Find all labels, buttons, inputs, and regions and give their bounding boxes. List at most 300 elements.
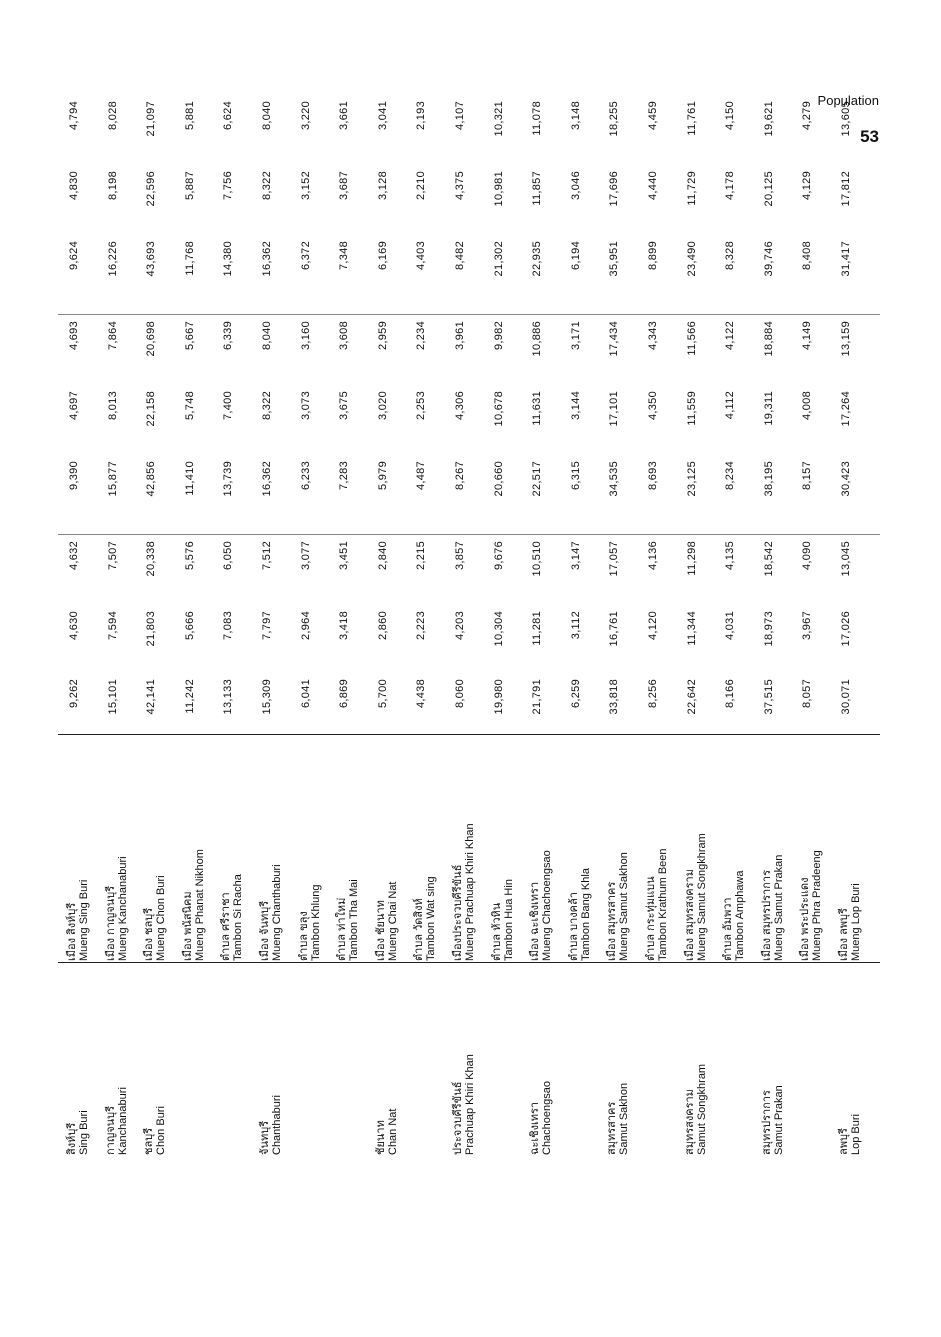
population-value: 11,857: [531, 171, 544, 206]
population-value: 2,210: [415, 171, 428, 201]
table-row: [567, 101, 610, 1155]
population-value: 35,951: [608, 241, 621, 277]
population-value: 3,220: [299, 101, 312, 131]
population-value: 8,198: [106, 171, 119, 201]
population-value: 18,255: [608, 101, 621, 137]
population-value: 8,328: [724, 241, 737, 271]
population-value: 4,487: [415, 461, 428, 491]
table-row: [104, 101, 147, 1155]
population-value: 3,661: [338, 101, 351, 131]
table-row: [220, 101, 262, 1155]
province-name-thai: สมุทรสงคราม: [683, 1089, 696, 1155]
district-name-thai: เมือง พระประแดง: [799, 877, 812, 961]
population-value: 5,667: [183, 321, 196, 351]
district-name-english: Mueng Samut Sakhon: [618, 852, 631, 961]
district-name-english: Tambon Amphawa: [734, 870, 747, 961]
district-cell: [143, 741, 167, 961]
district-name-english: Mueng Chon Buri: [155, 875, 168, 961]
population-value: 14,380: [222, 241, 235, 277]
population-value: 3,147: [569, 541, 582, 571]
population-value: 6,624: [222, 101, 235, 131]
population-value: 43,693: [145, 241, 158, 277]
province-cell: [259, 965, 283, 1155]
population-value: 4,632: [68, 541, 80, 571]
district-cell: [259, 741, 283, 961]
population-value: 4,178: [724, 171, 737, 201]
population-value: 17,696: [608, 171, 621, 207]
population-value: 2,215: [415, 541, 428, 571]
population-table: [58, 101, 880, 1155]
population-value: 3,144: [569, 391, 582, 421]
population-value: 3,020: [376, 391, 389, 421]
table-row: [490, 101, 533, 1155]
district-name-thai: เมือง สมุทรปราการ: [760, 870, 773, 961]
population-value: 18,542: [762, 541, 775, 577]
population-value: 5,748: [183, 391, 196, 421]
population-value: 39,746: [762, 241, 775, 277]
population-value: 16,761: [608, 611, 621, 647]
population-value: 6,169: [376, 241, 389, 271]
population-value: 4,403: [415, 241, 428, 271]
province-name-thai: จันทบุรี: [259, 1120, 271, 1155]
population-value: 2,234: [415, 321, 428, 351]
population-value: 23,125: [685, 461, 698, 497]
population-value: 17,026: [840, 611, 852, 647]
population-value: 2,223: [415, 611, 428, 641]
population-value: 13,133: [222, 679, 235, 715]
district-cell: [413, 741, 437, 961]
population-value: 6,339: [222, 321, 235, 351]
population-value: 34,535: [608, 461, 621, 497]
population-value: 2,253: [415, 391, 428, 421]
population-value: 3,112: [569, 611, 582, 640]
population-value: 4,149: [801, 321, 814, 351]
table-row: [374, 101, 417, 1155]
province-cell: [684, 965, 708, 1155]
population-value: 6,041: [299, 679, 312, 709]
population-value: 42,856: [145, 461, 158, 497]
district-name-english: Mueng Phra Pradeeng: [811, 850, 824, 961]
population-value: 4,630: [68, 611, 80, 641]
province-cell: [143, 965, 167, 1155]
table-row: [760, 101, 803, 1155]
page-number: 53: [860, 127, 879, 146]
population-value: 15,877: [106, 461, 119, 497]
population-value: 37,515: [762, 679, 775, 715]
population-value: 10,304: [492, 611, 505, 647]
district-name-thai: เมือง ชลบุรี: [143, 907, 156, 961]
table-row: [413, 101, 455, 1155]
district-name-thai: ตำบล ขลุง: [297, 911, 310, 961]
population-value: 7,512: [261, 541, 273, 571]
population-value: 4,122: [724, 321, 737, 351]
population-value: 3,857: [454, 541, 466, 571]
province-name-english: Sing Buri: [78, 1110, 90, 1155]
population-value: 6,050: [222, 541, 235, 571]
population-value: 4,031: [724, 611, 737, 641]
population-value: 3,171: [569, 321, 582, 351]
population-value: 15,309: [261, 679, 273, 715]
population-value: 7,507: [106, 541, 119, 571]
district-name-english: Mueng Sing Buri: [78, 879, 90, 961]
population-value: 8,267: [454, 461, 466, 491]
table-row: [259, 101, 301, 1155]
population-value: 11,281: [531, 611, 544, 646]
population-value: 8,157: [801, 461, 814, 491]
population-value: 11,729: [685, 171, 698, 206]
district-name-english: Mueng Lop Buri: [850, 883, 862, 961]
population-value: 22,642: [685, 679, 698, 715]
population-value: 22,935: [531, 241, 544, 277]
population-value: 8,408: [801, 241, 814, 271]
population-value: 19,980: [492, 679, 505, 715]
population-value: 10,510: [531, 541, 544, 577]
population-value: 4,693: [68, 321, 80, 351]
province-name-thai: ชลบุรี: [143, 1127, 156, 1155]
district-name-english: Mueng Chachoengsao: [541, 850, 554, 961]
district-name-thai: ตำบล อัมพวา: [722, 897, 735, 961]
population-value: 4,375: [454, 171, 466, 201]
population-value: 11,410: [183, 461, 196, 496]
province-cell: [105, 965, 129, 1155]
province-name-thai: ลพบุรี: [838, 1128, 850, 1155]
district-cell: [220, 741, 244, 961]
table-row: [452, 101, 494, 1155]
population-value: 3,046: [569, 171, 582, 201]
population-value: 33,818: [608, 679, 621, 715]
district-cell: [568, 741, 592, 961]
population-value: 8,040: [261, 321, 273, 351]
population-value: 21,302: [492, 241, 505, 277]
district-name-thai: ตำบล หัวหิน: [490, 902, 503, 961]
district-name-english: Mueng Phanat Nikhom: [193, 849, 206, 961]
district-name-english: Tambon Hua Hin: [502, 879, 515, 961]
population-value: 17,264: [840, 391, 852, 427]
district-cell: [491, 741, 515, 961]
population-value: 5,576: [183, 541, 196, 571]
population-value: 18,973: [762, 611, 775, 647]
page-header-title: Population: [817, 93, 879, 108]
population-value: 9,624: [68, 241, 80, 271]
district-cell: [645, 741, 669, 961]
population-value: 4,112: [724, 391, 737, 420]
district-name-english: Tambon Krathum Been: [657, 848, 669, 961]
district-name-english: Mueng Kanchanaburi: [116, 856, 129, 961]
province-name-english: Samut Prakan: [772, 1085, 785, 1155]
province-cell: [606, 965, 630, 1155]
table-row: [838, 101, 880, 1155]
district-name-english: Mueng Chanthaburi: [271, 864, 283, 961]
province-cell: [761, 965, 785, 1155]
table-row: [529, 101, 571, 1155]
table-row: [606, 101, 648, 1155]
population-value: 8,256: [647, 679, 659, 709]
table-row: [297, 101, 340, 1155]
district-name-english: Tambon Wat sing: [425, 876, 438, 961]
province-name-english: Prachuap Khiri Khan: [464, 1054, 476, 1155]
population-value: 4,129: [801, 171, 814, 201]
population-value: 9,982: [492, 321, 505, 351]
district-name-thai: ตำบล วัดสิงห์: [413, 898, 426, 961]
population-value: 2,964: [299, 611, 312, 641]
population-value: 6,372: [299, 241, 312, 271]
population-value: 7,864: [106, 321, 119, 351]
district-name-english: Mueng Chai Nat: [386, 881, 399, 961]
population-value: 8,899: [647, 241, 659, 271]
district-name-thai: ตำบล ศรีราชา: [220, 892, 233, 961]
population-value: 5,887: [183, 171, 196, 201]
population-value: 11,566: [685, 321, 698, 356]
population-value: 3,967: [801, 611, 814, 641]
population-value: 11,078: [531, 101, 544, 136]
population-value: 2,860: [376, 611, 389, 641]
population-value: 2,193: [415, 101, 428, 131]
district-name-english: Tambon Si Racha: [232, 874, 245, 961]
population-value: 10,981: [492, 171, 505, 207]
district-name-thai: เมือง สมุทรสาคร: [606, 881, 619, 961]
population-value: 23,490: [685, 241, 698, 277]
district-cell: [684, 741, 708, 961]
population-value: 16,362: [261, 241, 273, 277]
district-cell: [838, 741, 862, 961]
district-cell: [105, 741, 129, 961]
population-value: 15,101: [106, 679, 119, 715]
table-row: [683, 101, 726, 1155]
district-name-thai: ตำบล บางคล้า: [567, 892, 580, 961]
population-value: 19,311: [762, 391, 775, 426]
population-value: 5,881: [183, 101, 196, 131]
population-value: 10,678: [492, 391, 505, 427]
population-value: 4,203: [454, 611, 466, 641]
population-value: 18,884: [762, 321, 775, 357]
population-value: 8,693: [647, 461, 659, 491]
population-value: 3,077: [299, 541, 312, 571]
population-value: 13,739: [222, 461, 235, 497]
population-value: 3,148: [569, 101, 582, 131]
population-value: 5,700: [376, 679, 389, 709]
population-value: 9,676: [492, 541, 505, 571]
population-value: 8,028: [106, 101, 119, 131]
population-value: 4,794: [68, 101, 80, 131]
province-name-thai: ประจวบคีรีขันธ์: [452, 1081, 464, 1155]
population-value: 7,400: [222, 391, 235, 421]
population-value: 21,097: [145, 101, 158, 137]
population-value: 7,348: [338, 241, 351, 271]
province-name-thai: สมุทรสาคร: [606, 1101, 619, 1155]
population-value: 20,125: [762, 171, 775, 207]
population-value: 3,675: [338, 391, 351, 421]
population-value: 3,073: [299, 391, 312, 421]
district-cell: [799, 741, 823, 961]
district-name-thai: เมือง สิงห์บุรี: [66, 902, 78, 961]
table-row: [143, 101, 185, 1155]
population-value: 4,350: [647, 391, 659, 421]
population-value: 4,697: [68, 391, 80, 421]
population-value: 4,440: [647, 171, 659, 201]
province-name-thai: ฉะเชิงเทรา: [529, 1101, 542, 1155]
province-cell: [529, 965, 553, 1155]
population-value: 11,761: [685, 101, 698, 136]
district-cell: [529, 741, 553, 961]
province-name-english: Samut Songkhram: [695, 1063, 708, 1155]
province-name-english: Lop Buri: [850, 1114, 862, 1155]
population-value: 7,283: [338, 461, 351, 491]
district-name-english: Tambon Bang Khla: [579, 868, 592, 961]
province-cell: [838, 965, 862, 1155]
population-value: 30,423: [840, 461, 852, 497]
population-value: 17,434: [608, 321, 621, 357]
district-name-thai: เมืองประจวบคีรีขันธ์: [452, 864, 464, 961]
population-value: 7,797: [261, 611, 273, 641]
province-name-thai: ชัยนาท: [374, 1120, 387, 1155]
population-value: 2,840: [376, 541, 389, 571]
district-cell: [336, 741, 360, 961]
population-value: 17,101: [608, 391, 621, 427]
table-row: [66, 101, 108, 1155]
population-value: 3,687: [338, 171, 351, 201]
population-value: 5,979: [376, 461, 389, 491]
population-value: 8,322: [261, 391, 273, 421]
population-value: 4,343: [647, 321, 659, 351]
population-value: 22,158: [145, 391, 158, 427]
district-name-thai: เมือง พนัสนิคม: [181, 891, 194, 961]
table-row: [799, 101, 841, 1155]
population-value: 3,152: [299, 171, 312, 201]
population-value: 11,631: [531, 391, 544, 426]
district-cell: [375, 741, 399, 961]
population-value: 10,886: [531, 321, 544, 357]
population-value: 3,451: [338, 541, 351, 571]
province-name-english: Kanchanaburi: [116, 1087, 129, 1155]
population-value: 2,959: [376, 321, 389, 351]
district-cell: [66, 741, 90, 961]
population-value: 19,621: [762, 101, 775, 137]
province-cell: [452, 965, 476, 1155]
population-value: 4,279: [801, 101, 814, 131]
population-value: 6,194: [569, 241, 582, 271]
population-value: 7,756: [222, 171, 235, 201]
population-value: 17,812: [840, 171, 852, 207]
population-value: 8,060: [454, 679, 466, 709]
province-name-thai: สมุทรปราการ: [760, 1090, 773, 1155]
population-value: 8,057: [801, 679, 814, 709]
population-value: 13,159: [840, 321, 852, 357]
district-cell: [452, 741, 476, 961]
province-name-english: Samut Sakhon: [618, 1082, 631, 1155]
district-name-thai: เมือง ฉะเชิงเทรา: [529, 881, 542, 961]
population-value: 38,195: [762, 461, 775, 497]
population-value: 22,517: [531, 461, 544, 497]
population-value: 4,008: [801, 391, 814, 421]
province-cell: [375, 965, 399, 1155]
district-cell: [606, 741, 630, 961]
population-value: 16,226: [106, 241, 119, 277]
population-value: 20,338: [145, 541, 158, 577]
population-value: 20,660: [492, 461, 505, 497]
population-value: 9,262: [68, 679, 80, 709]
population-value: 8,166: [724, 679, 737, 709]
population-value: 3,041: [376, 101, 389, 131]
district-name-thai: ตำบล ท่าใหม่: [336, 897, 349, 961]
population-value: 20,698: [145, 321, 158, 357]
population-value: 3,128: [376, 171, 389, 201]
population-value: 11,768: [183, 241, 196, 276]
district-name-thai: เมือง สมุทรสงคราม: [683, 869, 696, 961]
district-cell: [761, 741, 785, 961]
population-value: 4,306: [454, 391, 466, 421]
district-name-english: Mueng Prachuap Khiri Khan: [464, 823, 476, 961]
table-row: [336, 101, 378, 1155]
population-value: 3,160: [299, 321, 312, 351]
population-value: 4,090: [801, 541, 814, 571]
population-value: 5,666: [183, 611, 196, 641]
province-name-thai: กาญจนบุรี: [104, 1105, 117, 1155]
population-value: 6,315: [569, 461, 582, 491]
population-value: 10,321: [492, 101, 505, 137]
population-value: 22,596: [145, 171, 158, 207]
population-value: 8,040: [261, 101, 273, 131]
population-value: 30,071: [840, 679, 852, 715]
population-value: 3,608: [338, 321, 351, 351]
population-value: 8,322: [261, 171, 273, 201]
population-value: 4,459: [647, 101, 659, 131]
population-value: 11,344: [685, 611, 698, 646]
population-value: 7,083: [222, 611, 235, 641]
district-name-thai: เมือง ลพบุรี: [838, 908, 850, 961]
district-name-thai: ตำบล กระทุ่มแบน: [645, 876, 657, 961]
population-value: 7,594: [106, 611, 119, 641]
population-value: 13,045: [840, 541, 852, 577]
district-name-english: Mueng Samut Songkhram: [695, 833, 708, 961]
population-value: 4,135: [724, 541, 737, 571]
population-value: 11,242: [183, 679, 196, 714]
table-row: [181, 101, 224, 1155]
province-name-english: Chanthaburi: [271, 1095, 283, 1155]
population-value: 11,298: [685, 541, 698, 576]
table-row: [722, 101, 764, 1155]
district-name-thai: เมือง ชัยนาท: [374, 900, 387, 961]
province-cell: [66, 965, 90, 1155]
population-value: 42,141: [145, 679, 158, 715]
district-cell: [298, 741, 322, 961]
population-value: 31,417: [840, 241, 852, 277]
population-value: 4,830: [68, 171, 80, 201]
province-name-english: Chon Buri: [155, 1106, 168, 1155]
population-value: 21,803: [145, 611, 158, 647]
population-value: 4,150: [724, 101, 737, 131]
population-value: 21,791: [531, 679, 544, 715]
district-name-english: Tambon Tha Mai: [348, 879, 361, 961]
population-value: 6,233: [299, 461, 312, 491]
population-value: 3,961: [454, 321, 466, 351]
district-name-thai: เมือง จันทบุรี: [259, 900, 271, 961]
province-name-english: Chan Nat: [386, 1108, 399, 1155]
population-value: 8,013: [106, 391, 119, 421]
population-value: 3,418: [338, 611, 351, 641]
population-value: 4,107: [454, 101, 466, 131]
population-value: 6,259: [569, 679, 582, 709]
population-value: 13,605: [840, 101, 852, 137]
province-name-english: Chachoengsao: [541, 1080, 554, 1155]
population-value: 6,869: [338, 679, 351, 709]
district-name-thai: เมือง กาญจนบุรี: [104, 885, 117, 961]
population-value: 4,438: [415, 679, 428, 709]
district-name-english: Mueng Samut Prakan: [772, 854, 785, 961]
population-value: 4,136: [647, 541, 659, 571]
district-name-english: Tambon Khlung: [309, 884, 322, 961]
district-cell: [722, 741, 746, 961]
population-value: 8,482: [454, 241, 466, 271]
